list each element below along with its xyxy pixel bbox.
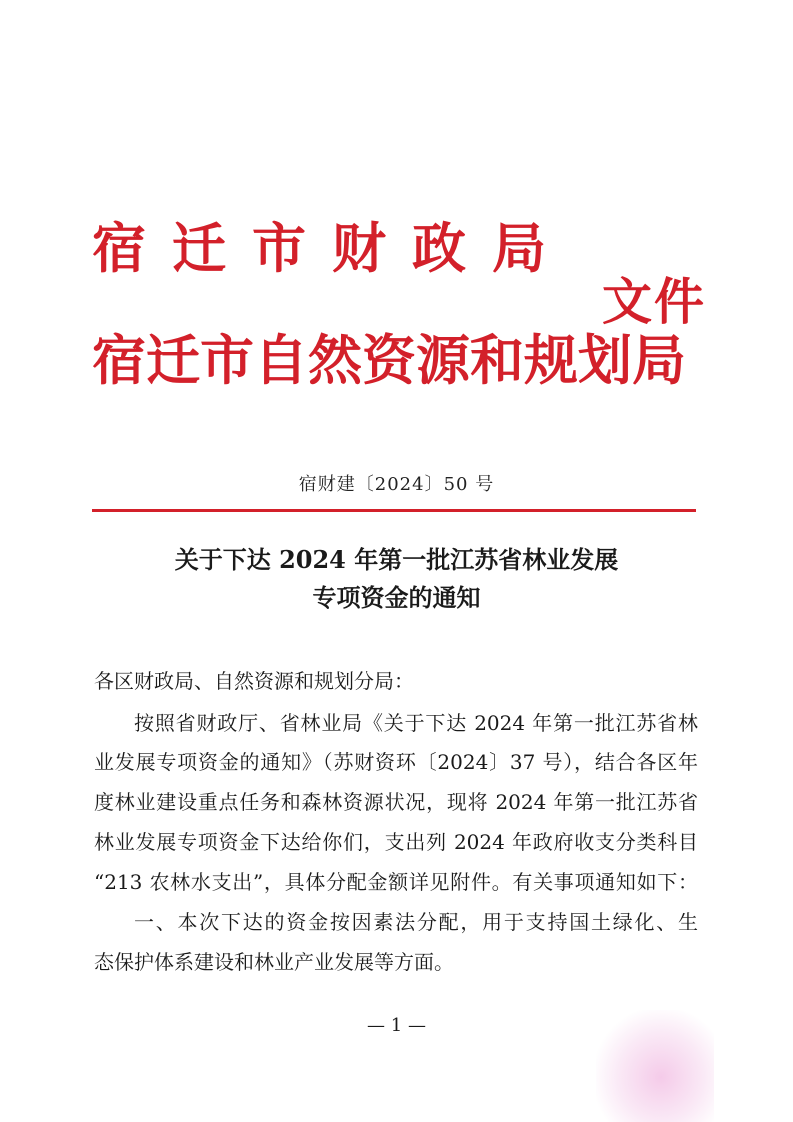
body-text-line: 态保护体系建设和林业产业发展等方面。 [94,950,454,974]
body-text-line: 度林业建设重点任务和森林资源状况，现将 2024 年第一批江苏省 [94,790,698,814]
notice-title-line-1: 关于下达 2024 年第一批江苏省林业发展 [174,545,619,574]
document-label: 文件 [602,272,706,331]
body-text-line: 林业发展专项资金下达给你们，支出列 2024 年政府收支分类科目 [94,830,698,854]
body-text-line: 一、本次下达的资金按因素法分配，用于支持国土绿化、生 [134,910,698,934]
red-divider-line [92,509,696,512]
issuing-agency-finance: 宿迁市财政局 [92,216,572,280]
seal-stamp-mark [596,1010,714,1122]
document-number: 宿财建〔2024〕50 号 [298,474,495,495]
page-number: — 1 — [367,1015,426,1036]
issuing-agency-natural-resources: 宿迁市自然资源和规划局 [92,328,686,392]
notice-title-line-2: 专项资金的通知 [312,583,481,612]
body-text-line: “213 农林水支出”，具体分配金额详见附件。有关事项通知如下： [94,870,698,894]
body-text-line: 业发展专项资金的通知》（苏财资环〔2024〕37 号），结合各区年 [94,750,698,774]
body-text-line: 按照省财政厅、省林业局《关于下达 2024 年第一批江苏省林 [134,711,698,735]
salutation: 各区财政局、自然资源和规划分局： [94,669,414,693]
